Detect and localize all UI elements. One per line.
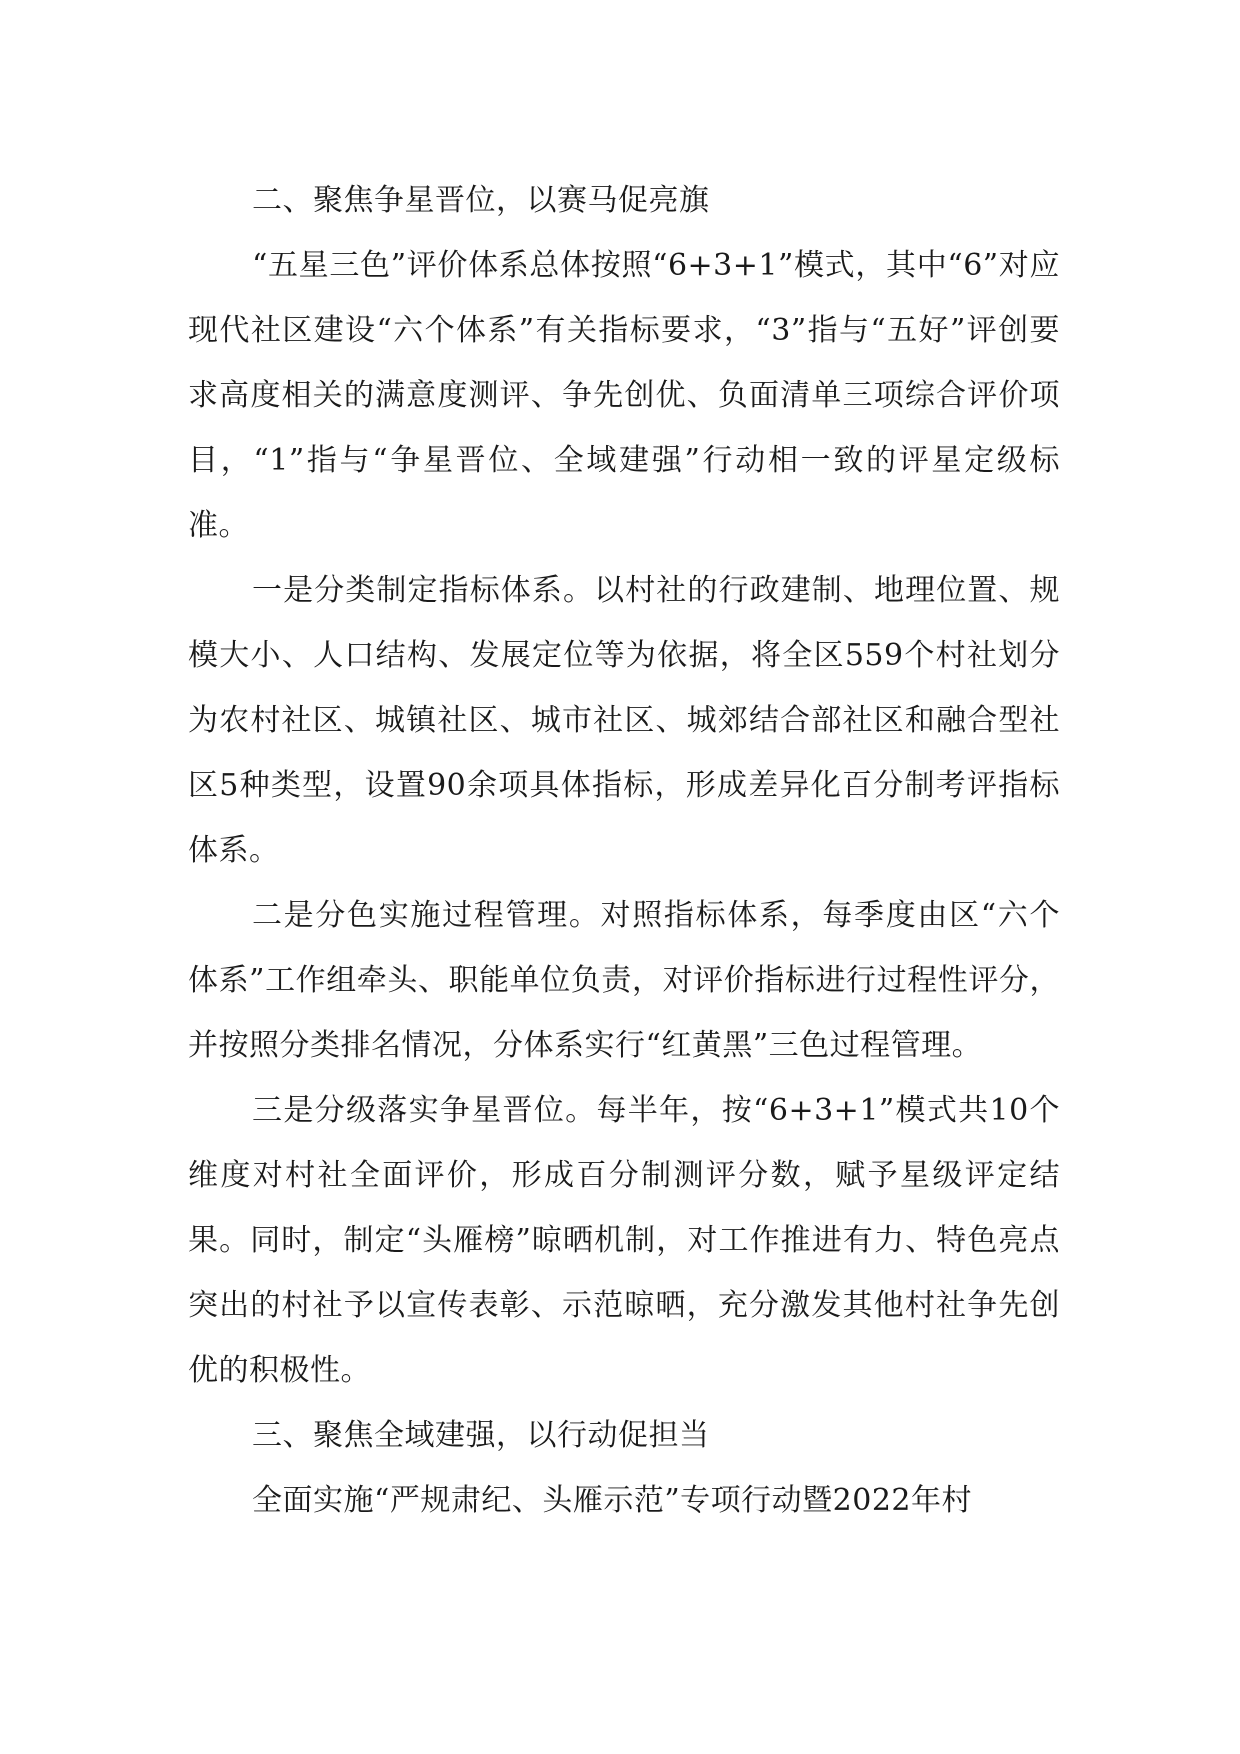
paragraph-star-rating: 三是分级落实争星晋位。每半年，按“6+3+1”模式共10个维度对村社全面评价，形成百分制测评分数，赋予星级评定结果。同时，制定“头雁榜”晾晒机制，对工作推进有力、特色亮点突出的村社予以宣传表彰、示范晾晒，充分激发其他村社争先创优的积极性。 [188,1093,1060,1388]
paragraph-special-action: 全面实施“严规肃纪、头雁示范”专项行动暨2022年村 [252,1483,973,1518]
paragraph-classification: 一是分类制定指标体系。以村社的行政建制、地理位置、规模大小、人口结构、发展定位等为依据，将全区559个村社划分为农村社区、城镇社区、城市社区、城郊结合部社区和融合型社区5种类型，设置90余项具体指标，形成差异化百分制考评指标体系。 [188,573,1060,868]
paragraph-color-management: 二是分色实施过程管理。对照指标体系，每季度由区“六个体系”工作组牵头、职能单位负责，对评价指标进行过程性评分，并按照分类排名情况，分体系实行“红黄黑”三色过程管理。 [188,898,1060,1063]
section-heading-3: 三、聚焦全域建强，以行动促担当 [252,1418,710,1453]
paragraph-evaluation-system: “五星三色”评价体系总体按照“6+3+1”模式，其中“6”对应现代社区建设“六个体系”有关指标要求，“3”指与“五好”评创要求高度相关的满意度测评、争先创优、负面清单三项综合评价项目，“1”指与“争星晋位、全域建强”行动相一致的评星定级标准。 [188,248,1060,543]
document-body [188,168,1060,1533]
section-heading-2: 二、聚焦争星晋位，以赛马促亮旗 [252,183,710,218]
